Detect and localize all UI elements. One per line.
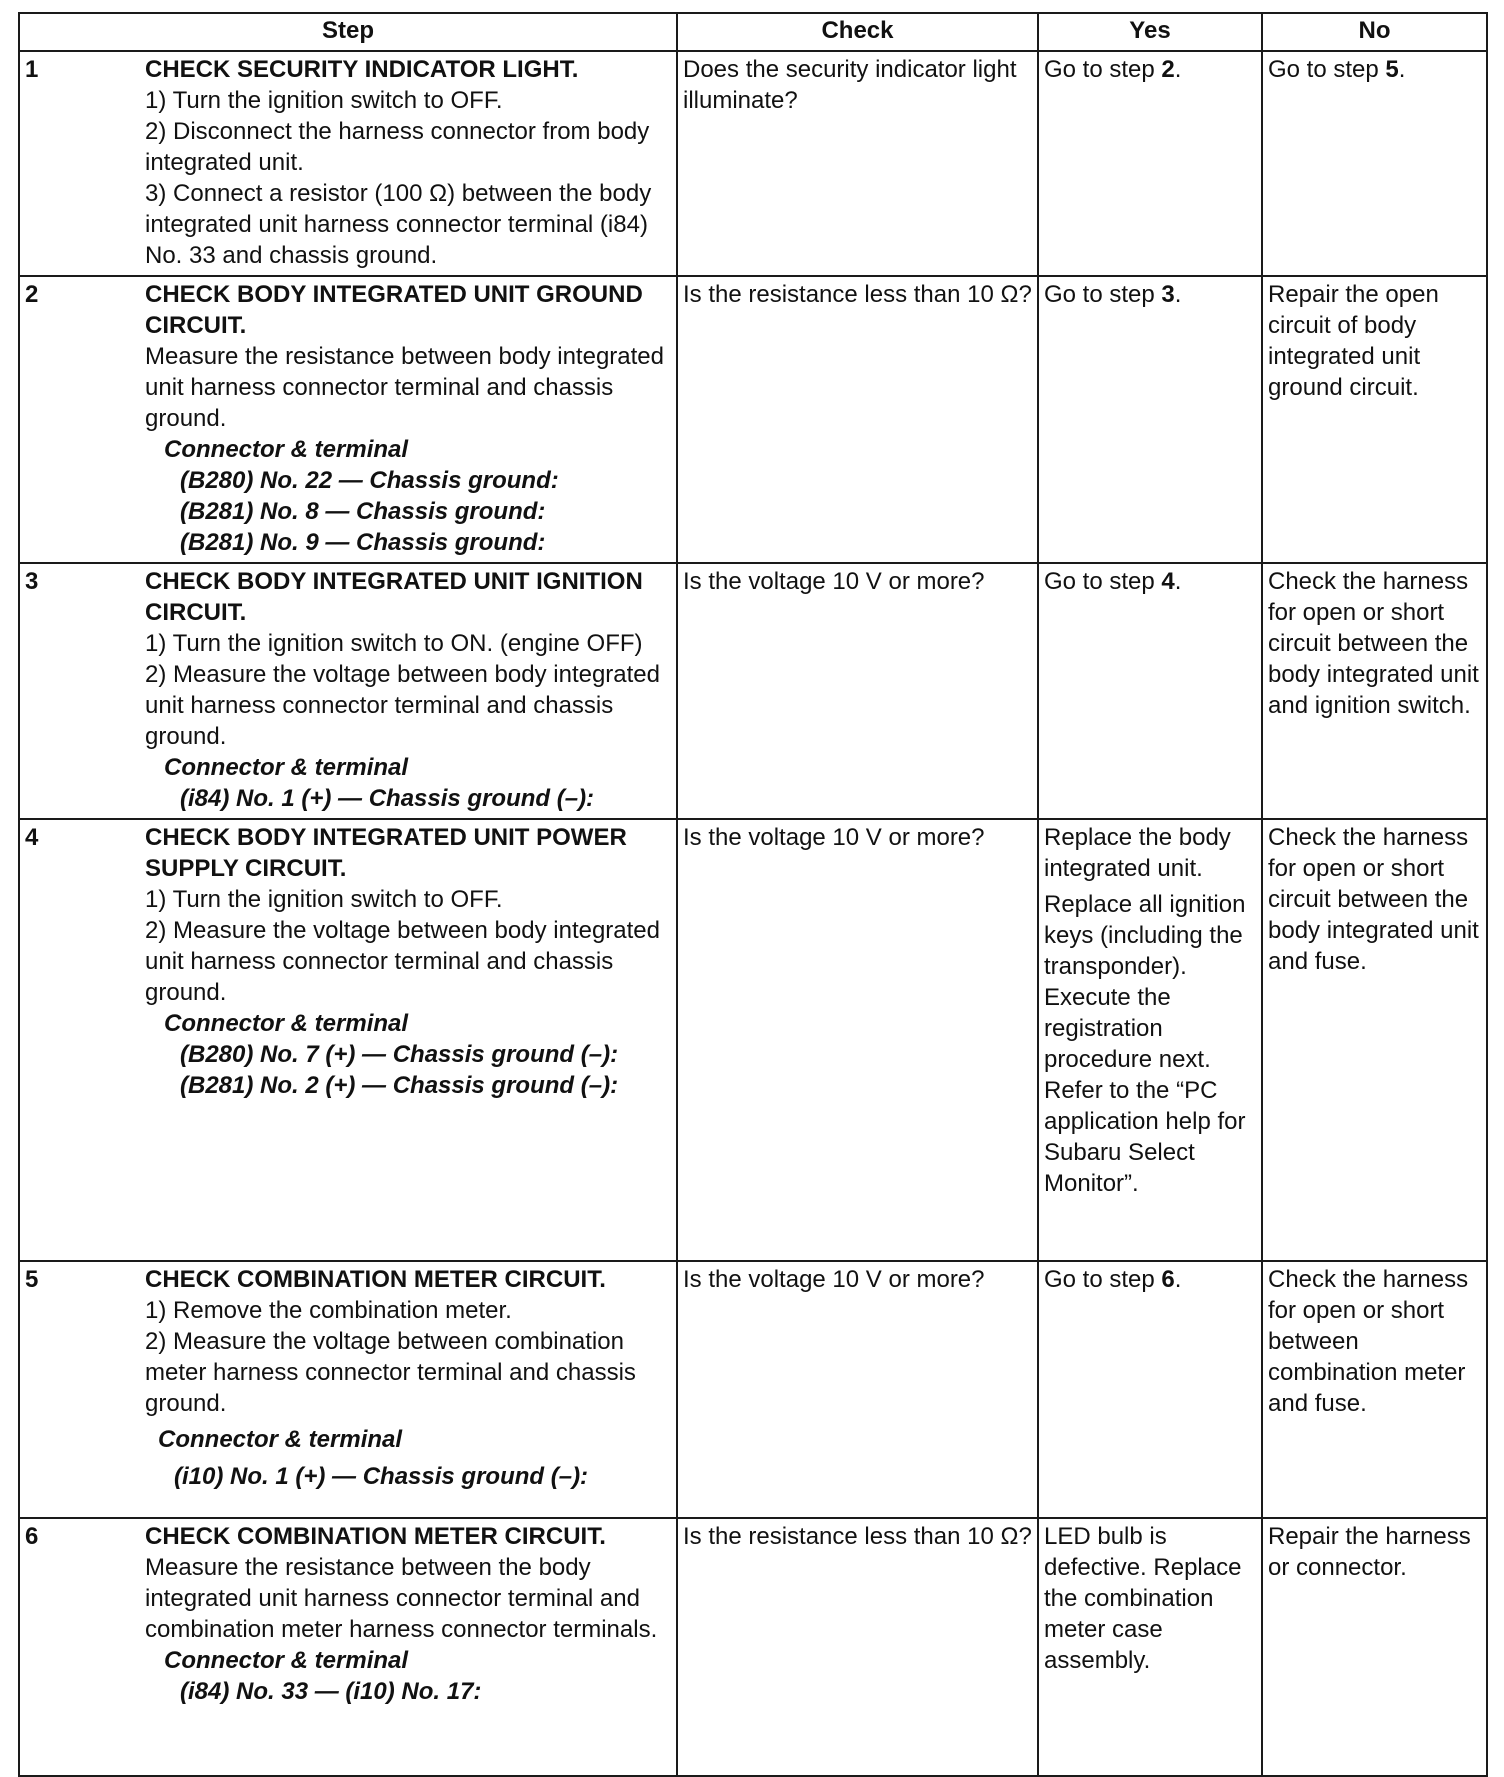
table-row (19, 1518, 1487, 1776)
connector-terminal-item: (B281) No. 9 — Chassis ground: (180, 529, 546, 556)
yes-cell (1038, 1261, 1262, 1518)
step-number: 2 (25, 281, 39, 308)
step-line: 2) Measure the voltage between body integrated unit harness connector terminal and chassis ground. (145, 661, 661, 750)
yes-suffix: . (1174, 56, 1182, 83)
step-title: CHECK BODY INTEGRATED UNIT GROUND CIRCUIT. (145, 281, 643, 339)
step-line: Measure the resistance between the body integrated unit harness connector terminal and combination meter harness connector terminals. (145, 1554, 658, 1643)
connector-terminal-heading: Connector & terminal (164, 436, 409, 463)
step-line: 2) Measure the voltage between combination meter harness connector terminal and chassis ground. (145, 1328, 636, 1417)
step-title: CHECK COMBINATION METER CIRCUIT. (145, 1266, 606, 1293)
no-cell: Check the harness for open or short circuit between the body integrated unit and fuse. (1262, 819, 1487, 1261)
yes-prefix: Go to step (1044, 56, 1162, 83)
yes-cell: LED bulb is defective. Replace the combination meter case assembly. (1038, 1518, 1262, 1776)
no-cell: Check the harness for open or short circuit between the body integrated unit and ignition switch. (1262, 563, 1487, 819)
step-cell (19, 819, 677, 1261)
yes-prefix: Go to step (1044, 568, 1162, 595)
diagnostic-table (18, 12, 1488, 1777)
step-cell (19, 1261, 677, 1518)
no-prefix: Go to step (1268, 56, 1386, 83)
table-row (19, 819, 1487, 1261)
step-number: 3 (25, 568, 39, 595)
connector-terminal-item: (B280) No. 22 — Chassis ground: (180, 467, 559, 494)
step-line: Measure the resistance between body integrated unit harness connector terminal and chassis ground. (145, 343, 664, 432)
table-row (19, 276, 1487, 563)
connector-terminal-item: (i84) No. 33 — (i10) No. 17: (180, 1678, 482, 1705)
table-row (19, 51, 1487, 276)
check-cell: Is the resistance less than 10 Ω? (677, 1518, 1038, 1776)
no-cell (1262, 51, 1487, 276)
yes-text: Replace the body integrated unit. (1044, 824, 1231, 882)
connector-terminal-heading: Connector & terminal (164, 754, 409, 781)
no-cell: Check the harness for open or short between combination meter and fuse. (1262, 1261, 1487, 1518)
step-line: 3) Connect a resistor (100 Ω) between the body integrated unit harness connector terminal (i84) No. 33 and chassis ground. (145, 180, 652, 269)
yes-text: Replace all ignition keys (including the transponder). Execute the registration procedure next. Refer to the “PC application help for Subaru Select Monitor”. (1044, 891, 1246, 1197)
header-no: No (1262, 13, 1487, 51)
no-cell: Repair the harness or connector. (1262, 1518, 1487, 1776)
no-cell: Repair the open circuit of body integrated unit ground circuit. (1262, 276, 1487, 563)
connector-terminal-item: (B280) No. 7 (+) — Chassis ground (–): (180, 1041, 619, 1068)
step-title: CHECK COMBINATION METER CIRCUIT. (145, 1523, 606, 1550)
step-line: 1) Turn the ignition switch to OFF. (145, 87, 503, 114)
check-cell: Is the resistance less than 10 Ω? (677, 276, 1038, 563)
header-step: Step (19, 13, 677, 51)
step-number: 1 (25, 56, 39, 83)
check-cell: Is the voltage 10 V or more? (677, 819, 1038, 1261)
yes-cell (1038, 563, 1262, 819)
step-cell (19, 276, 677, 563)
step-number: 4 (25, 824, 39, 851)
no-step-link: 5 (1385, 56, 1399, 83)
check-cell: Is the voltage 10 V or more? (677, 563, 1038, 819)
yes-suffix: . (1174, 281, 1182, 308)
connector-terminal-item: (i84) No. 1 (+) — Chassis ground (–): (180, 785, 595, 812)
step-line: 2) Disconnect the harness connector from body integrated unit. (145, 118, 650, 176)
step-number: 6 (25, 1523, 39, 1550)
header-yes: Yes (1038, 13, 1262, 51)
yes-prefix: Go to step (1044, 1266, 1162, 1293)
step-title: CHECK BODY INTEGRATED UNIT IGNITION CIRCUIT. (145, 568, 643, 626)
header-row (19, 13, 1487, 51)
step-cell (19, 1518, 677, 1776)
step-line: 1) Turn the ignition switch to ON. (engine OFF) (145, 630, 643, 657)
connector-terminal-item: (i10) No. 1 (+) — Chassis ground (–): (174, 1463, 589, 1490)
no-suffix: . (1398, 56, 1406, 83)
yes-cell (1038, 276, 1262, 563)
header-check: Check (677, 13, 1038, 51)
step-cell (19, 563, 677, 819)
yes-prefix: Go to step (1044, 281, 1162, 308)
connector-terminal-item: (B281) No. 2 (+) — Chassis ground (–): (180, 1072, 619, 1099)
connector-terminal-item: (B281) No. 8 — Chassis ground: (180, 498, 546, 525)
yes-suffix: . (1174, 1266, 1182, 1293)
connector-terminal-heading: Connector & terminal (158, 1426, 403, 1453)
yes-step-link: 3 (1161, 281, 1175, 308)
table-row (19, 563, 1487, 819)
step-title: CHECK BODY INTEGRATED UNIT POWER SUPPLY CIRCUIT. (145, 824, 627, 882)
step-line: 1) Turn the ignition switch to OFF. (145, 886, 503, 913)
step-number: 5 (25, 1266, 39, 1293)
yes-suffix: . (1174, 568, 1182, 595)
check-cell: Is the voltage 10 V or more? (677, 1261, 1038, 1518)
step-line: 1) Remove the combination meter. (145, 1297, 512, 1324)
table-row (19, 1261, 1487, 1518)
step-title: CHECK SECURITY INDICATOR LIGHT. (145, 56, 579, 83)
yes-step-link: 6 (1161, 1266, 1175, 1293)
check-cell: Does the security indicator light illuminate? (677, 51, 1038, 276)
step-line: 2) Measure the voltage between body integrated unit harness connector terminal and chassis ground. (145, 917, 661, 1006)
connector-terminal-heading: Connector & terminal (164, 1647, 409, 1674)
step-cell (19, 51, 677, 276)
yes-cell (1038, 819, 1262, 1261)
yes-cell (1038, 51, 1262, 276)
yes-step-link: 2 (1161, 56, 1175, 83)
connector-terminal-heading: Connector & terminal (164, 1010, 409, 1037)
yes-step-link: 4 (1161, 568, 1175, 595)
